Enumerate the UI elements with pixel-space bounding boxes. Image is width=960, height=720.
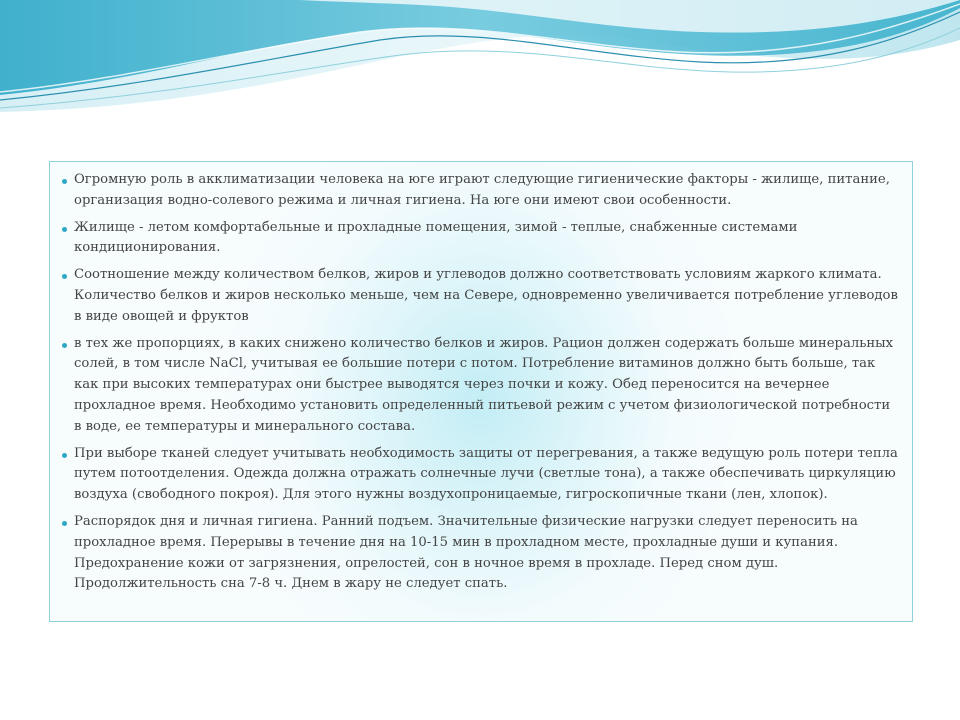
bullet-text: Жилище - летом комфортабельные и прохладные помещения, зимой - теплые, снабженные системами кондиционирования.: [74, 219, 798, 256]
bullet-text: Распорядок дня и личная гигиена. Ранний подъем. Значительные физические нагрузки следует переносить на прохладное время. Перерывы в течение дня на 10-15 мин в прохладном месте, прохладные души и купания. Предохранение кожи от загрязнения, опрелостей, сон в ночное время в прохладе. Перед сном душ. Продолжительность сна 7-8 ч. Днем в жару не следует спать.: [74, 513, 858, 592]
bullet-text: Соотношение между количеством белков, жиров и углеводов должно соответствовать условиям жаркого климата. Количество белков и жиров несколько меньше, чем на Севере, одновременно увеличивается потребление углеводов в виде овощей и фруктов: [74, 267, 898, 324]
bullet-text: Огромную роль в акклиматизации человека на юге играют следующие гигиенические факторы - жилище, питание, организация водно-солевого режима и личная гигиена. На юге они имеют свои особенности.: [74, 172, 890, 208]
bullet-item: [62, 512, 900, 595]
bullet-dot-icon: [62, 274, 67, 279]
bullet-item: [62, 265, 900, 327]
bullet-item: [62, 218, 900, 260]
content-box: [49, 161, 913, 622]
bullet-list: [62, 170, 900, 595]
bullet-dot-icon: [62, 227, 67, 232]
bullet-item: [62, 170, 900, 212]
bullet-dot-icon: [62, 453, 67, 458]
bullet-text: При выборе тканей следует учитывать необходимость защиты от перегревания, а также ведущую роль потери тепла путем потоотделения. Одежда должна отражать солнечные лучи (светлые тона), а также обеспечивать циркуляцию воздуха (свободного покроя). Для этого нужны воздухопроницаемые, гигроскопичные ткани (лен, хлопок).: [74, 445, 898, 503]
bullet-item: [62, 444, 900, 506]
bullet-dot-icon: [62, 179, 67, 184]
bullet-text: в тех же пропорциях, в каких снижено количество белков и жиров. Рацион должен содержать больше минеральных солей, в том числе NaCl, учитывая ее большие потери с потом. Потребление витаминов должно быть больше, так как при высоких температурах они быстрее выводятся через почки и кожу. Обед переносится на вечернее прохладное время. Необходимо установить определенный питьевой режим с учетом физиологической потребности в воде, ее температуры и минерального состава.: [74, 335, 894, 434]
bullet-dot-icon: [62, 343, 67, 348]
bullet-item: [62, 334, 900, 438]
wave-header-decoration: [0, 0, 960, 140]
bullet-dot-icon: [62, 521, 67, 526]
